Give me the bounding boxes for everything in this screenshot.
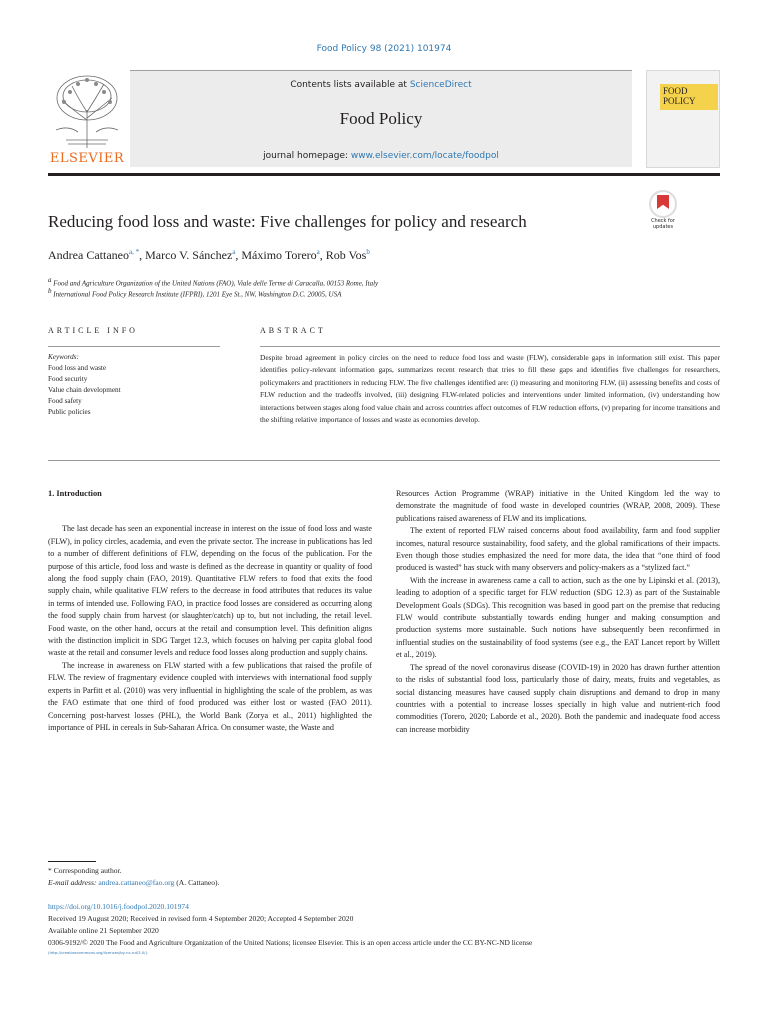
- homepage-line: [130, 151, 632, 161]
- author-marks[interactable]: b: [366, 248, 370, 256]
- doi-link[interactable]: [48, 902, 189, 911]
- copyright-line: 0306-9192/© 2020 The Food and Agriculture Organization of the United Nations; licensee Elsevier. This is an open access article under the CC BY-NC-ND license: [48, 938, 533, 947]
- author-name[interactable]: Marco V. Sánchez: [145, 248, 233, 262]
- article-info-heading: ARTICLE INFO: [48, 326, 138, 335]
- journal-title: Food Policy: [339, 109, 423, 128]
- keyword-item: Public policies: [48, 408, 91, 416]
- available-online-date: Available online 21 September 2020: [48, 926, 159, 935]
- affiliation-text: International Food Policy Research Institute (IFPRI), 1201 Eye St., NW, Washington D.C. 20005, USA: [53, 290, 342, 299]
- email-note: [48, 878, 219, 887]
- divider: [48, 460, 720, 461]
- author-list: Andrea Cattaneo$^{a, *}$, Marco V. Sánchez$^a$, Máximo Torero$^a$, Rob Vos$^b$: [48, 248, 370, 262]
- author-marks[interactable]: a, *: [128, 248, 140, 256]
- author-name[interactable]: Andrea Cattaneo: [48, 248, 129, 262]
- keywords-heading: Keywords:: [48, 353, 79, 361]
- email-label: E-mail address:: [48, 878, 99, 887]
- body-paragraph: With the increase in awareness came a call to action, such as the one by Lipinski et al. (2013), leading to adoption of a specific target for FLW reduction (SDG 12.3) as part of the Sustainable Development Goals (SDGs). This recognition was based in good part on the premise that reducing FLW would contribute substantially towards ending hunger and making consumption and production systems more sustainable. Such notions have subsequently been reconfirmed in influential studies on the sustainability of food systems (see e.g., the EAT Lancet report by Willett et al., 2019).: [396, 575, 720, 660]
- sciencedirect-link[interactable]: ScienceDirect: [409, 80, 472, 90]
- body-column-right: [396, 488, 720, 736]
- affiliation-mark: b: [48, 287, 52, 295]
- body-paragraph: Resources Action Programme (WRAP) initiative in the United Kingdom led the way to demonstrate the magnitude of food waste in developed countries (WRAP, 2008, 2009). These publications raised awareness of FLW and its implications.: [396, 489, 720, 523]
- homepage-prefix: journal homepage:: [263, 151, 351, 161]
- journal-citation[interactable]: Food Policy 98 (2021) 101974: [316, 44, 452, 54]
- author-name[interactable]: Rob Vos: [325, 248, 367, 262]
- footnote-rule: [48, 861, 96, 862]
- email-link[interactable]: andrea.cattaneo@fao.org: [98, 878, 175, 887]
- contents-line: [130, 80, 632, 90]
- body-paragraph: The increase in awareness on FLW started with a few publications that raised the profile of FLW. The review of fragmentary evidence coupled with interviews with international food supply experts in Parfitt et al. (2010) was very influential in highlighting the scale of the problem, as was the FAO estimate that one third of food produced was either lost or wasted (FAO 2011). Concerning post-harvest losses (PHL), the World Bank (Zorya et al., 2011) highlighted the importance of PHL in cereals in Sub-Saharan Africa. On consumer waste, the Waste and: [48, 660, 372, 732]
- paper-title: Reducing food loss and waste: Five challenges for policy and research: [48, 212, 527, 231]
- body-paragraph: The extent of reported FLW raised concerns about food availability, farm and food supplier incomes, natural resource sustainability, food safety, and the global ramifications of their impacts. Even though those studies emphasized the need for more data, the idea that “one third of food produced is wasted” has stuck with many observers and policy-makers as a “stylized fact.”: [396, 526, 720, 573]
- elsevier-tree-logo: [48, 70, 126, 162]
- divider: [48, 346, 220, 347]
- body-paragraph: The spread of the novel coronavirus disease (COVID-19) in 2020 has drawn further attention to the risks of substantial food loss, particularly those of dairy, meats, fruits and vegetables, as social distancing measures have caused supply chain disruptions and demand to drop in many countries with a potential to increase losses specially in high value and nutrient-rich food commodities (Torero, 2020; Laborde et al., 2020). Both the pandemic and inadequate food access can increase morbidity: [396, 662, 720, 734]
- body-paragraph: The last decade has seen an exponential increase in interest on the issue of food loss and waste (FLW), in policy circles, academia, and even the private sector. The increase in publications has led to a number of different definitions of FLW, depending on the focus of the publication. For the purpose of this article, food loss and waste is defined as the decrease in quantity or quality of food along the food supply chain (FAO, 2019). Quantitative FLW refers to food that exits the food supply chain, while qualitative FLW refers to the decrease in food attributes that reduces its value in terms of intended use. Following FAO, in practice food losses are considered as occurring along the food supply chain from harvest (or slaughter/catch) up to, but not including, the retail level. Food waste, on the other hand, occurs at the retail and consumption level. This definition aligns with the distinction implicit in SDG Target 12.3, which focuses on halving per capita global food waste at the retail and consumer levels and reduce food losses along production and supply chains.: [48, 524, 372, 658]
- elsevier-tree-icon: [48, 70, 126, 150]
- affiliation-mark: a: [48, 276, 52, 284]
- divider: [260, 346, 720, 347]
- keywords-block: [48, 352, 220, 418]
- body-column-left: [48, 488, 372, 734]
- doi-url[interactable]: https://doi.org/10.1016/j.foodpol.2020.101974: [48, 902, 189, 911]
- elsevier-wordmark[interactable]: ELSEVIER: [49, 151, 125, 166]
- affiliation-a: [48, 276, 378, 287]
- author-name[interactable]: Máximo Torero: [241, 248, 317, 262]
- affiliation-b: [48, 287, 341, 298]
- author-marks[interactable]: a: [232, 248, 236, 256]
- abstract-text: Despite broad agreement in policy circles on the need to reduce food loss and waste (FLW), considerable gaps in information still exist. This paper identifies policy-relevant information gaps, summarizes recent research that tries to fill these gaps and identifies five challenges for researchers, policymakers and practitioners in reducing FLW. The five challenges identified are: (i) measuring and monitoring FLW, (ii) assessing benefits and costs of FLW reduction and the tradeoffs involved, (iii) designing FLW-related policies and interventions under limited information, (iv) understanding how interactions between stages along food value chain and across countries affect outcomes of FLW reduction efforts, (v) preparing for income transitions and the shifting relative importance of losses and waste as economies develop.: [260, 353, 720, 425]
- corresponding-author-note: * Corresponding author.: [48, 866, 122, 875]
- crossmark-icon: [649, 190, 677, 218]
- received-dates: Received 19 August 2020; Received in revised form 4 September 2020; Accepted 4 September 2020: [48, 914, 354, 923]
- homepage-link[interactable]: www.elsevier.com/locate/foodpol: [350, 151, 499, 161]
- affiliation-text: Food and Agriculture Organization of the United Nations (FAO), Viale delle Terme di Caracalla, 00153 Rome, Italy: [53, 279, 379, 288]
- keyword-item: Food loss and waste: [48, 364, 107, 372]
- abstract-heading: ABSTRACT: [260, 326, 326, 335]
- keyword-item: Food safety: [48, 397, 82, 405]
- author-marks[interactable]: a: [316, 248, 320, 256]
- check-for-updates-button[interactable]: [646, 190, 680, 228]
- journal-cover-label: FOOD POLICY: [660, 84, 718, 110]
- keyword-item: Food security: [48, 375, 88, 383]
- header-rule: [48, 173, 720, 176]
- license-link[interactable]: (http://creativecommons.org/licenses/by-nc-nd/3.0/).: [48, 950, 149, 955]
- email-suffix: (A. Cattaneo).: [174, 878, 220, 887]
- check-for-updates-label: Check for updates: [651, 218, 675, 230]
- section-heading-introduction: 1. Introduction: [48, 489, 102, 498]
- contents-prefix: Contents lists available at: [290, 80, 410, 90]
- keyword-item: Value chain development: [48, 386, 121, 394]
